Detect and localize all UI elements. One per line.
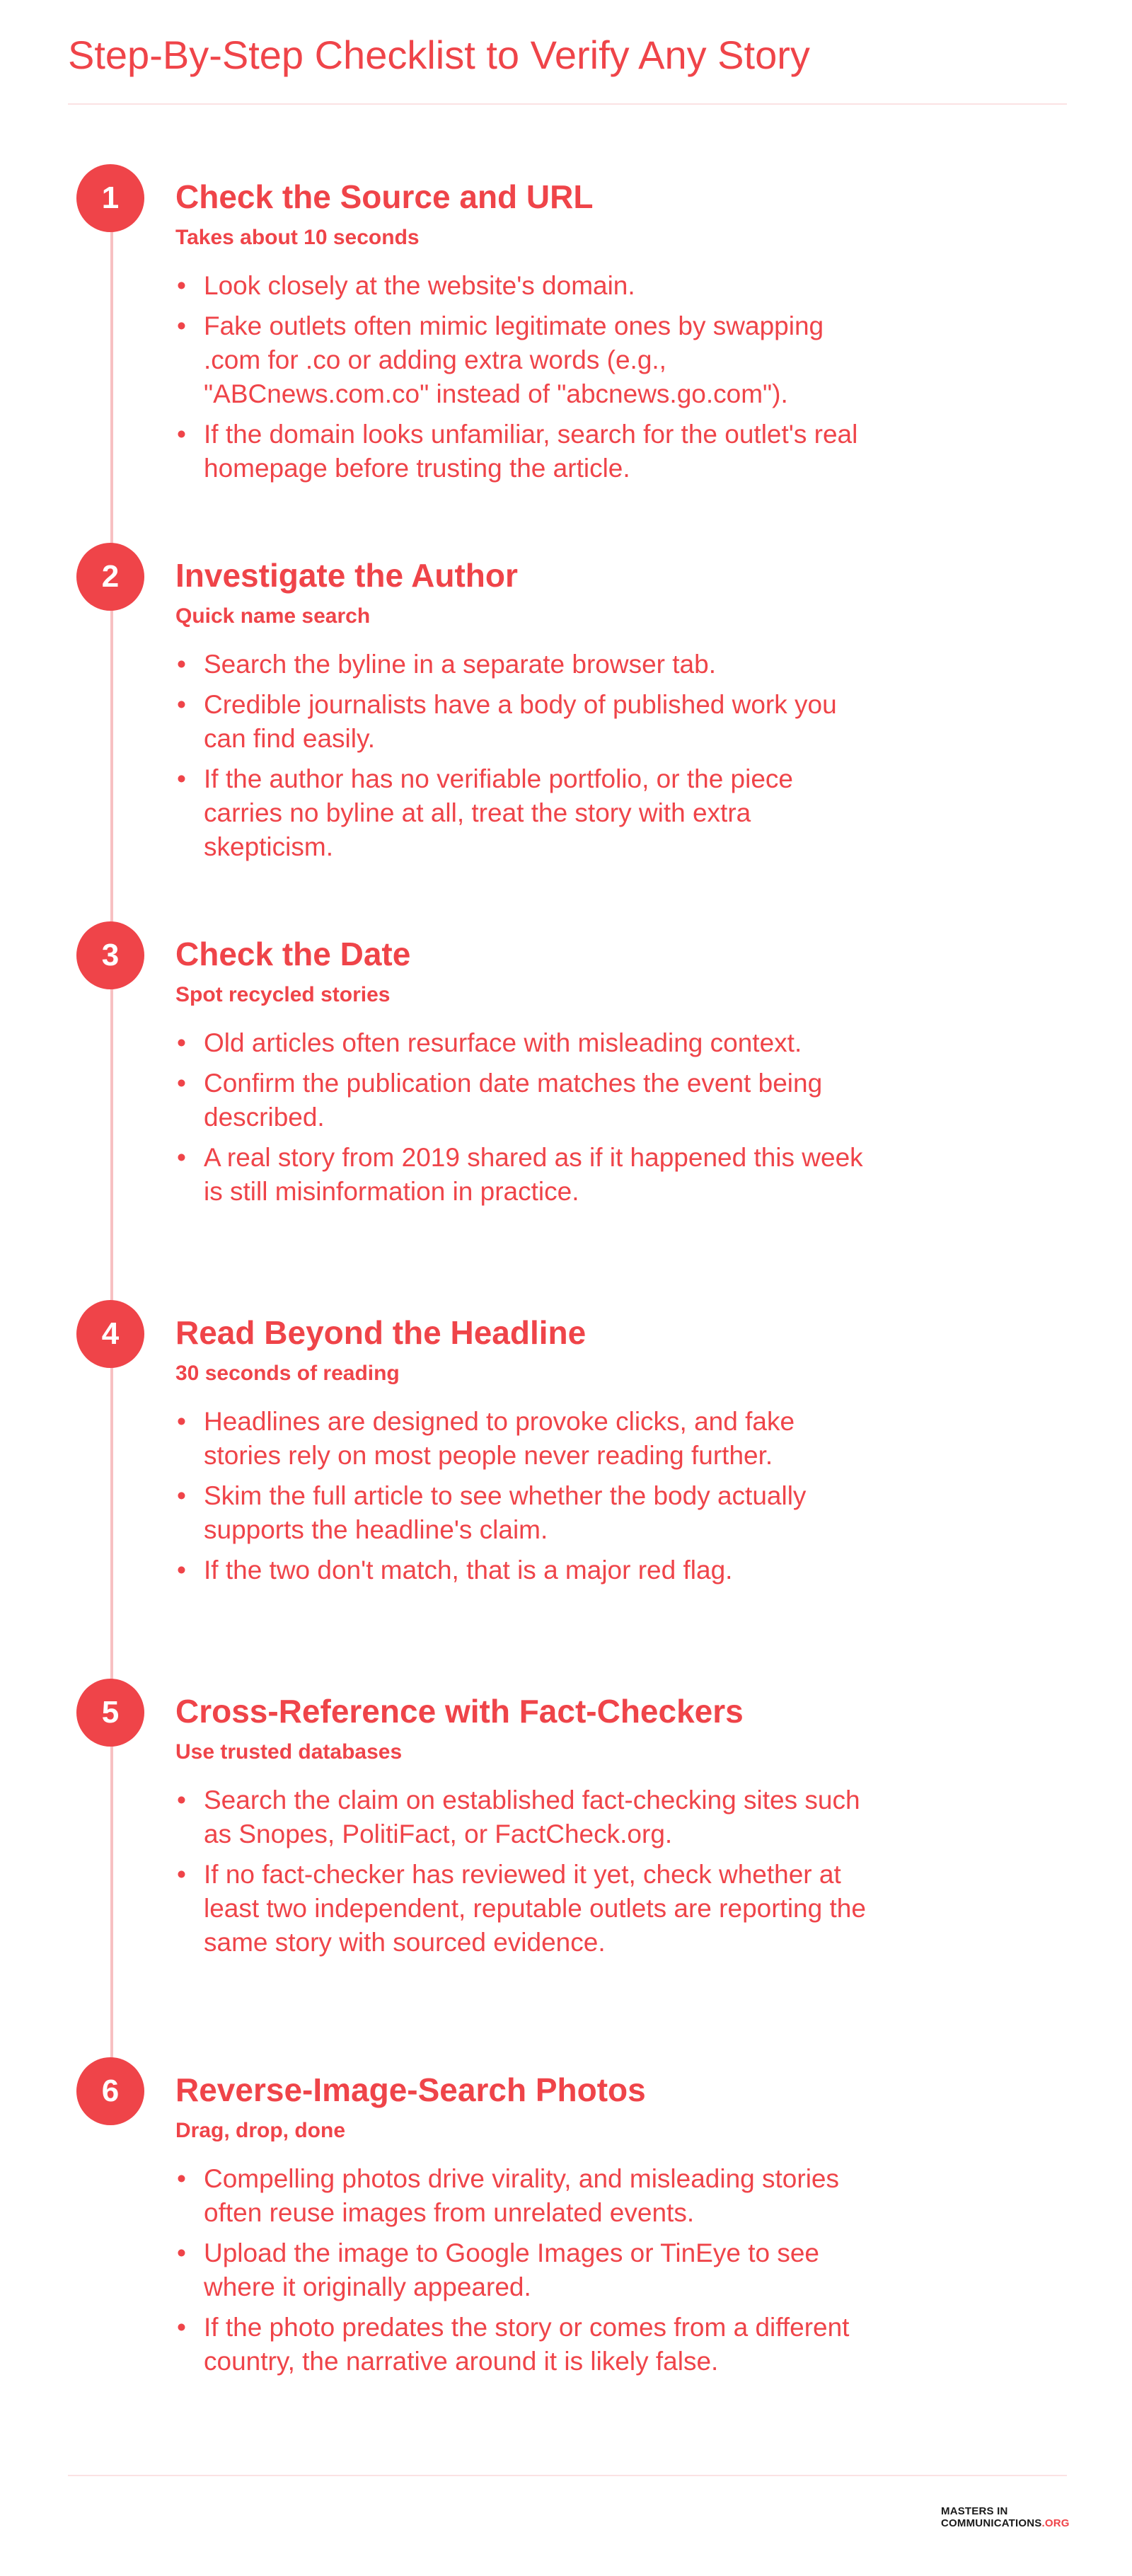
step-bullet-list [175,2162,869,2385]
step-number-badge: 5 [76,1679,144,1747]
bullet-item [175,1858,869,1960]
step-bullet-list [175,269,869,492]
bullet-item [175,1141,869,1209]
step-title: Read Beyond the Headline [175,1314,587,1351]
bullet-dot-icon: • [177,1786,186,1815]
bullet-dot-icon: • [177,764,186,793]
bullet-item [175,2236,869,2304]
step-subtitle: Spot recycled stories [175,983,391,1006]
bullet-text: Skim the full article to see whether the body actually supports the headline's claim. [204,1481,807,1544]
step-subtitle: 30 seconds of reading [175,1362,400,1385]
step-subtitle: Use trusted databases [175,1740,403,1764]
header-divider [68,103,1067,105]
step-title: Check the Source and URL [175,178,594,215]
bullet-item [175,1066,869,1134]
bullet-dot-icon: • [177,690,186,719]
bullet-dot-icon: • [177,2313,186,2342]
bullet-text: Search the byline in a separate browser tab. [204,650,716,679]
step-number-badge: 1 [76,164,144,232]
step-title: Reverse-Image-Search Photos [175,2071,646,2108]
bullet-dot-icon: • [177,420,186,449]
step-number-badge: 6 [76,2057,144,2125]
footer-divider [68,2475,1067,2476]
bullet-dot-icon: • [177,1860,186,1889]
bullet-dot-icon: • [177,271,186,300]
bullet-text: Fake outlets often mimic legitimate ones by swapping .com for .co or adding extra words (e.g., "ABCnews.com.co" instead of "abcnews.go.com"). [204,311,824,408]
step-number-badge: 3 [76,921,144,989]
step-title: Investigate the Author [175,557,518,594]
bullet-dot-icon: • [177,1028,186,1057]
bullet-dot-icon: • [177,1556,186,1585]
bullet-item [175,418,869,485]
step-subtitle: Drag, drop, done [175,2119,345,2142]
step-bullet-list [175,1405,869,1594]
bullet-item [175,648,869,682]
bullet-text: A real story from 2019 shared as if it happened this week is still misinformation in practice. [204,1143,863,1206]
bullet-text: Old articles often resurface with misleading context. [204,1028,802,1057]
step-number-badge: 2 [76,543,144,611]
bullet-dot-icon: • [177,650,186,679]
step-bullet-list [175,1783,869,1966]
bullet-dot-icon: • [177,1407,186,1436]
step-number-badge: 4 [76,1300,144,1368]
logo-line-1: MASTERS IN [941,2505,1008,2517]
bullet-dot-icon: • [177,1143,186,1172]
bullet-text: Headlines are designed to provoke clicks, and fake stories rely on most people never reading further. [204,1407,795,1470]
bullet-dot-icon: • [177,311,186,340]
bullet-item [175,1405,869,1473]
bullet-item [175,762,869,864]
bullet-item [175,309,869,411]
bullet-item [175,2311,869,2379]
bullet-dot-icon: • [177,2164,186,2193]
step-subtitle: Quick name search [175,604,371,628]
timeline-line [110,205,113,2102]
bullet-item [175,1553,869,1587]
bullet-text: Confirm the publication date matches the event being described. [204,1069,823,1132]
bullet-text: Search the claim on established fact-checking sites such as Snopes, PolitiFact, or FactCheck.org. [204,1786,860,1848]
bullet-item [175,2162,869,2230]
bullet-text: If the author has no verifiable portfolio, or the piece carries no byline at all, treat the story with extra skepticism. [204,764,794,861]
site-logo [941,2505,1070,2529]
bullet-item [175,1026,869,1060]
step-bullet-list [175,1026,869,1215]
step-title: Cross-Reference with Fact-Checkers [175,1693,744,1730]
bullet-text: If the domain looks unfamiliar, search for the outlet's real homepage before trusting the article. [204,420,858,483]
bullet-text: Compelling photos drive virality, and misleading stories often reuse images from unrelated events. [204,2164,840,2227]
bullet-text: If the two don't match, that is a major red flag. [204,1556,733,1585]
step-bullet-list [175,648,869,870]
bullet-item [175,1783,869,1851]
bullet-text: If the photo predates the story or comes from a different country, the narrative around it is likely false. [204,2313,850,2376]
bullet-dot-icon: • [177,1481,186,1510]
bullet-dot-icon: • [177,2238,186,2267]
bullet-item [175,269,869,303]
bullet-item [175,1479,869,1547]
bullet-item [175,688,869,756]
logo-line-2 [941,2517,1070,2529]
bullet-text: Upload the image to Google Images or TinEye to see where it originally appeared. [204,2238,820,2301]
bullet-text: Look closely at the website's domain. [204,271,635,300]
step-subtitle: Takes about 10 seconds [175,226,420,249]
step-title: Check the Date [175,936,411,972]
logo-main-text: COMMUNICATIONS [941,2517,1042,2529]
bullet-dot-icon: • [177,1069,186,1098]
page-title: Step-By-Step Checklist to Verify Any Story [68,33,810,77]
bullet-text: If no fact-checker has reviewed it yet, check whether at least two independent, reputable outlets are reporting the same story with sourced evidence. [204,1860,866,1957]
logo-suffix-text: .ORG [1041,2517,1070,2529]
bullet-text: Credible journalists have a body of published work you can find easily. [204,690,837,753]
